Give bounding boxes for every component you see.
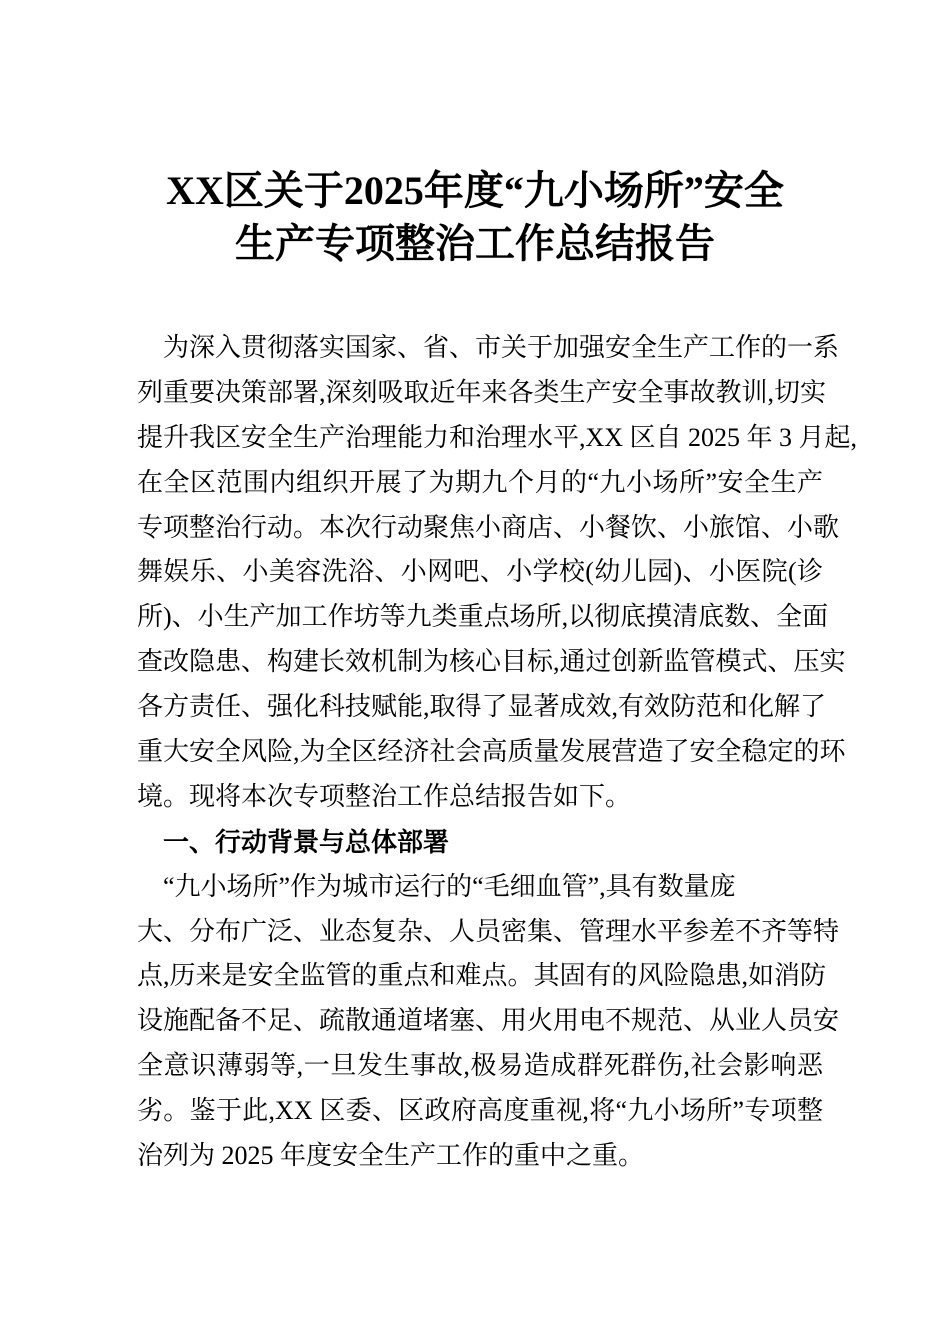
text-line: 全意识薄弱等,一旦发生事故,极易造成群死群伤,社会影响恶 — [137, 1051, 823, 1081]
text-line: 大、分布广泛、业态复杂、人员密集、管理水平参差不齐等特 — [137, 916, 840, 946]
document-body — [137, 326, 858, 1179]
title-line-1: XX区关于2025年度“九小场所”安全 — [166, 168, 784, 213]
text-line: 列重要决策部署,深刻吸取近年来各类生产安全事故教训,切实 — [137, 377, 827, 407]
document-title — [0, 164, 950, 270]
text-line: 劣。鉴于此,XX 区委、区政府高度重视,将“九小场所”专项整 — [137, 1096, 823, 1126]
paragraph-background — [137, 865, 840, 1179]
text-line: 各方责任、强化科技赋能,取得了显著成效,有效防范和化解了 — [137, 692, 827, 722]
text-line: 治列为 2025 年度安全生产工作的重中之重。 — [137, 1141, 645, 1171]
text-line: 重大安全风险,为全区经济社会高质量发展营造了安全稳定的环 — [137, 737, 846, 767]
text-line: 专项整治行动。本次行动聚焦小商店、小餐饮、小旅馆、小歌 — [137, 512, 840, 542]
text-line: 查改隐患、构建长效机制为核心目标,通过创新监管模式、压实 — [137, 647, 846, 677]
text-line: 在全区范围内组织开展了为期九个月的“九小场所”安全生产 — [137, 467, 823, 497]
text-line: 境。现将本次专项整治工作总结报告如下。 — [137, 781, 632, 811]
text-line: 设施配备不足、疏散通道堵塞、用火用电不规范、从业人员安 — [137, 1006, 840, 1036]
section-heading: 一、行动背景与总体部署 — [163, 826, 450, 857]
text-line: “九小场所”作为城市运行的“毛细血管”,具有数量庞 — [163, 871, 736, 901]
text-line: 舞娱乐、小美容洗浴、小网吧、小学校(幼儿园)、小医院(诊 — [137, 557, 823, 587]
paragraph-intro — [137, 326, 858, 820]
text-line: 所)、小生产加工作坊等九类重点场所,以彻底摸清底数、全面 — [137, 602, 829, 632]
text-line: 为深入贯彻落实国家、省、市关于加强安全生产工作的一系 — [163, 333, 840, 362]
title-line-2: 生产专项整治工作总结报告 — [235, 221, 715, 266]
text-line: 提升我区安全生产治理能力和治理水平,XX 区自 2025 年 3 月起, — [137, 422, 858, 452]
text-line: 点,历来是安全监管的重点和难点。其固有的风险隐患,如消防 — [137, 961, 827, 991]
